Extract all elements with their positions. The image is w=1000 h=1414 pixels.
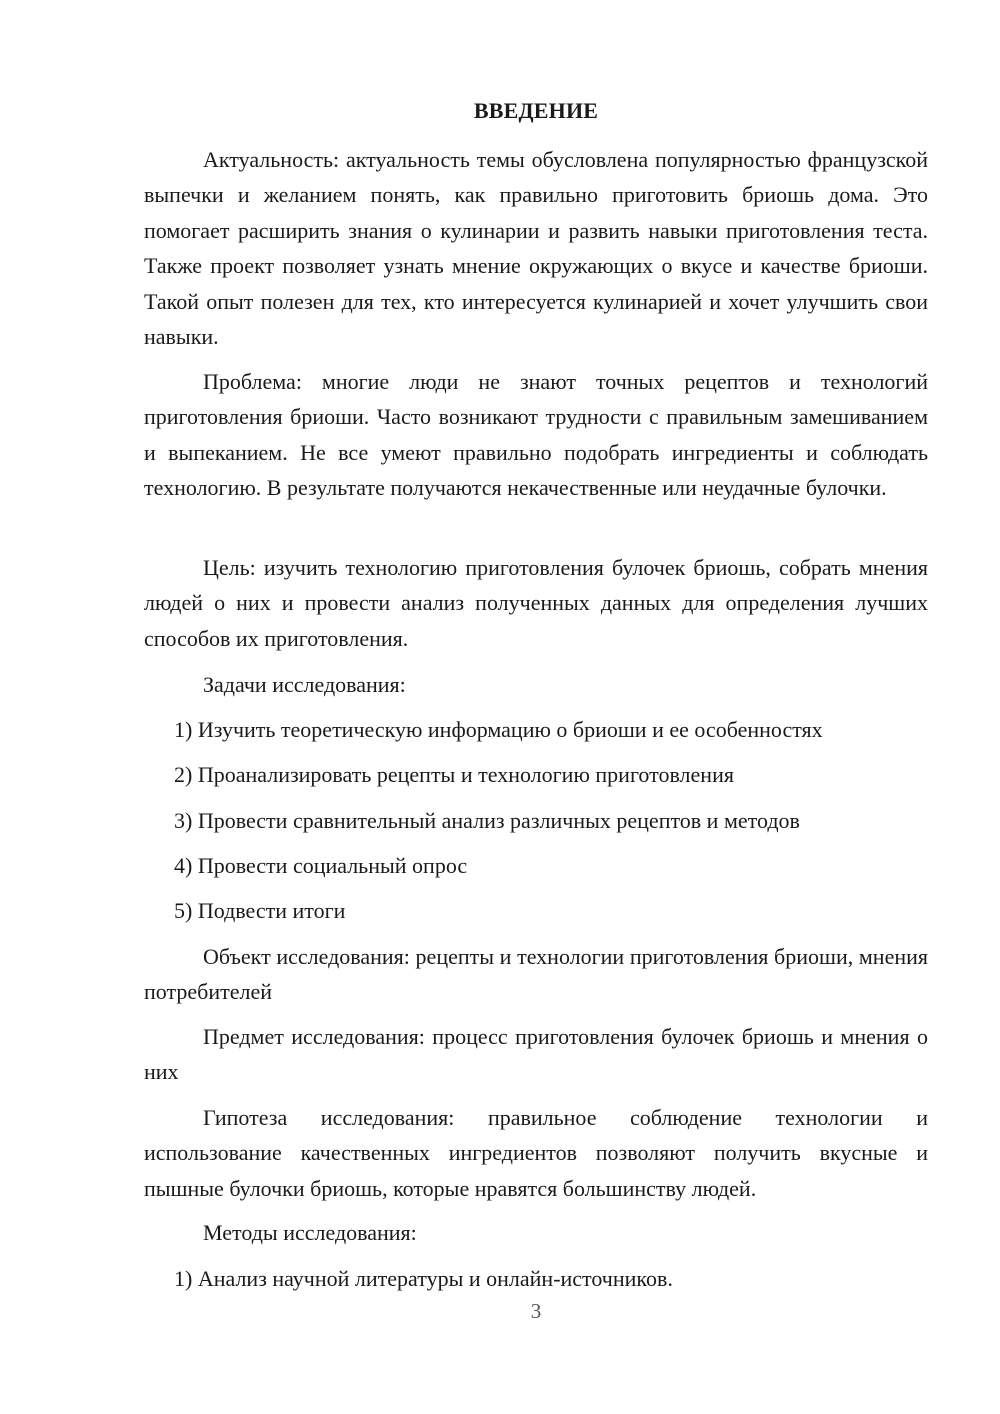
problem-paragraph: Проблема: многие люди не знают точных рецептов и технологий приготовления бриоши. Часто возникают трудности с правильным замешиванием и выпеканием. Не все умеют правильно подобрать ингредиенты и соблюдать технологию. В результате получаются некачественные или неудачные булочки. xyxy=(144,369,928,501)
task-item: 4) Провести социальный опрос xyxy=(174,853,468,878)
task-item: 5) Подвести итоги xyxy=(174,898,346,923)
method-item: 1) Анализ научной литературы и онлайн-источников. xyxy=(174,1266,673,1291)
methods-heading: Методы исследования: xyxy=(203,1220,417,1245)
tasks-heading: Задачи исследования: xyxy=(203,672,406,697)
page-title: ВВЕДЕНИЕ xyxy=(473,98,599,123)
task-item: 2) Проанализировать рецепты и технологию приготовления xyxy=(174,762,734,787)
task-item: 1) Изучить теоретическую информацию о бриоши и ее особенностях xyxy=(174,717,823,742)
object-paragraph: Объект исследования: рецепты и технологии приготовления бриоши, мнения потребителей xyxy=(144,944,928,1005)
task-item: 3) Провести сравнительный анализ различных рецептов и методов xyxy=(174,808,800,833)
hypothesis-paragraph: Гипотеза исследования: правильное соблюдение технологии и использование качественных ингредиентов позволяют получить вкусные и пышные булочки бриошь, которые нравятся большинству людей. xyxy=(144,1105,928,1201)
page-number: 3 xyxy=(530,1299,542,1323)
relevance-paragraph: Актуальность: актуальность темы обусловлена популярностью французской выпечки и желанием понять, как правильно приготовить бриошь дома. Это помогает расширить знания о кулинарии и развить навыки приготовления теста. Также проект позволяет узнать мнение окружающих о вкусе и качестве бриоши. Такой опыт полезен для тех, кто интересуется кулинарией и хочет улучшить свои навыки. xyxy=(144,147,928,350)
goal-paragraph: Цель: изучить технологию приготовления булочек бриошь, собрать мнения людей о них и провести анализ полученных данных для определения лучших способов их приготовления. xyxy=(144,555,928,651)
subject-paragraph: Предмет исследования: процесс приготовления булочек бриошь и мнения о них xyxy=(144,1024,928,1085)
